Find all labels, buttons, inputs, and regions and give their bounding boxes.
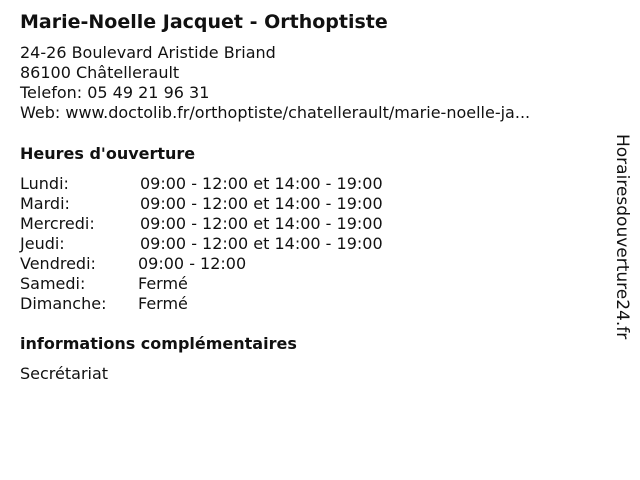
day-label: Lundi: xyxy=(20,174,69,193)
day-label: Mercredi: xyxy=(20,214,95,233)
time-value: 09:00 - 12:00 et 14:00 - 19:00 xyxy=(140,174,383,193)
address-city: 86100 Châtellerault xyxy=(20,63,180,82)
day-label: Vendredi: xyxy=(20,254,96,273)
phone-number[interactable]: Telefon: 05 49 21 96 31 xyxy=(20,83,210,102)
day-label: Samedi: xyxy=(20,274,86,293)
address-street: 24-26 Boulevard Aristide Briand xyxy=(20,43,276,62)
hours-heading: Heures d'ouverture xyxy=(20,144,196,163)
website-link[interactable]: Web: www.doctolib.fr/orthoptiste/chatellerault/marie-noelle-ja... xyxy=(20,103,531,122)
day-label: Jeudi: xyxy=(20,234,65,253)
extra-info-text: Secrétariat xyxy=(20,364,109,383)
brand-label: Horairesdouverture24.fr xyxy=(612,134,632,340)
time-value: Fermé xyxy=(138,294,188,313)
time-value: 09:00 - 12:00 et 14:00 - 19:00 xyxy=(140,214,383,233)
day-label: Dimanche: xyxy=(20,294,107,313)
side-watermark xyxy=(612,134,632,374)
extra-info-heading: informations complémentaires xyxy=(20,334,297,353)
page-title: Marie-Noelle Jacquet - Orthoptiste xyxy=(20,11,388,33)
day-label: Mardi: xyxy=(20,194,70,213)
time-value: 09:00 - 12:00 et 14:00 - 19:00 xyxy=(140,194,383,213)
time-value: 09:00 - 12:00 et 14:00 - 19:00 xyxy=(140,234,383,253)
time-value: 09:00 - 12:00 xyxy=(138,254,247,273)
address-block xyxy=(20,43,530,123)
time-value: Fermé xyxy=(138,274,188,293)
